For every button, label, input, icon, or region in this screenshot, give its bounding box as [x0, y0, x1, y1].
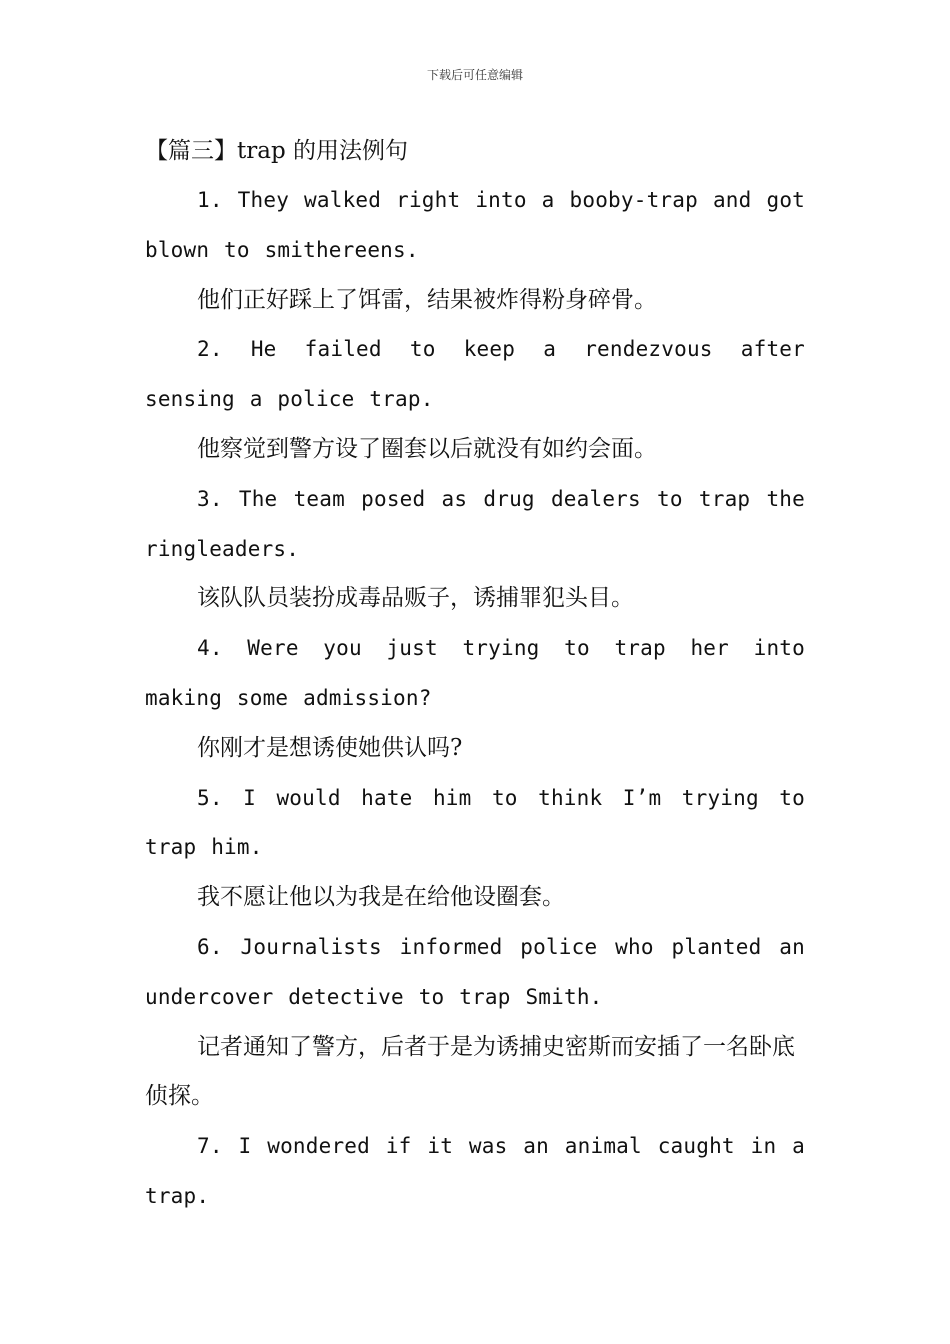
- english-sentence: 3. The team posed as drug dealers to trap the ringleaders.: [145, 486, 805, 561]
- example-entry-7: [145, 1122, 805, 1222]
- chinese-translation: 记者通知了警方，后者于是为诱捕史密斯而安插了一名卧底侦探。: [145, 1033, 795, 1110]
- english-sentence: 5. I would hate him to think I’m trying to trap him.: [145, 785, 805, 860]
- section-title: 【篇三】trap 的用法例句: [145, 138, 408, 164]
- chinese-translation: 他们正好踩上了饵雷，结果被炸得粉身碎骨。: [197, 286, 657, 313]
- chinese-translation: 我不愿让他以为我是在给他设圈套。: [197, 884, 565, 911]
- example-entry-3: [145, 475, 805, 624]
- english-sentence: 6. Journalists informed police who planted an undercover detective to trap Smith.: [145, 934, 805, 1009]
- chinese-translation: 你刚才是想诱使她供认吗?: [197, 734, 463, 761]
- english-sentence: 2. He failed to keep a rendezvous after sensing a police trap.: [145, 337, 805, 412]
- english-sentence: 1. They walked right into a booby-trap and got blown to smithereens.: [145, 188, 805, 262]
- chinese-translation: 他察觉到警方设了圈套以后就没有如约会面。: [197, 435, 657, 462]
- chinese-translation: 该队队员装扮成毒品贩子，诱捕罪犯头目。: [197, 585, 634, 612]
- example-entry-2: [145, 325, 805, 474]
- document-body: [145, 126, 805, 1222]
- english-sentence: 4. Were you just trying to trap her into making some admission?: [145, 636, 805, 710]
- header-note: 下载后可任意编辑: [426, 68, 523, 82]
- english-sentence: 7. I wondered if it was an animal caught in a trap.: [145, 1134, 805, 1208]
- example-entry-5: [145, 774, 805, 923]
- example-entry-1: [145, 176, 805, 325]
- example-entry-6: [145, 923, 805, 1122]
- example-entry-4: [145, 624, 805, 773]
